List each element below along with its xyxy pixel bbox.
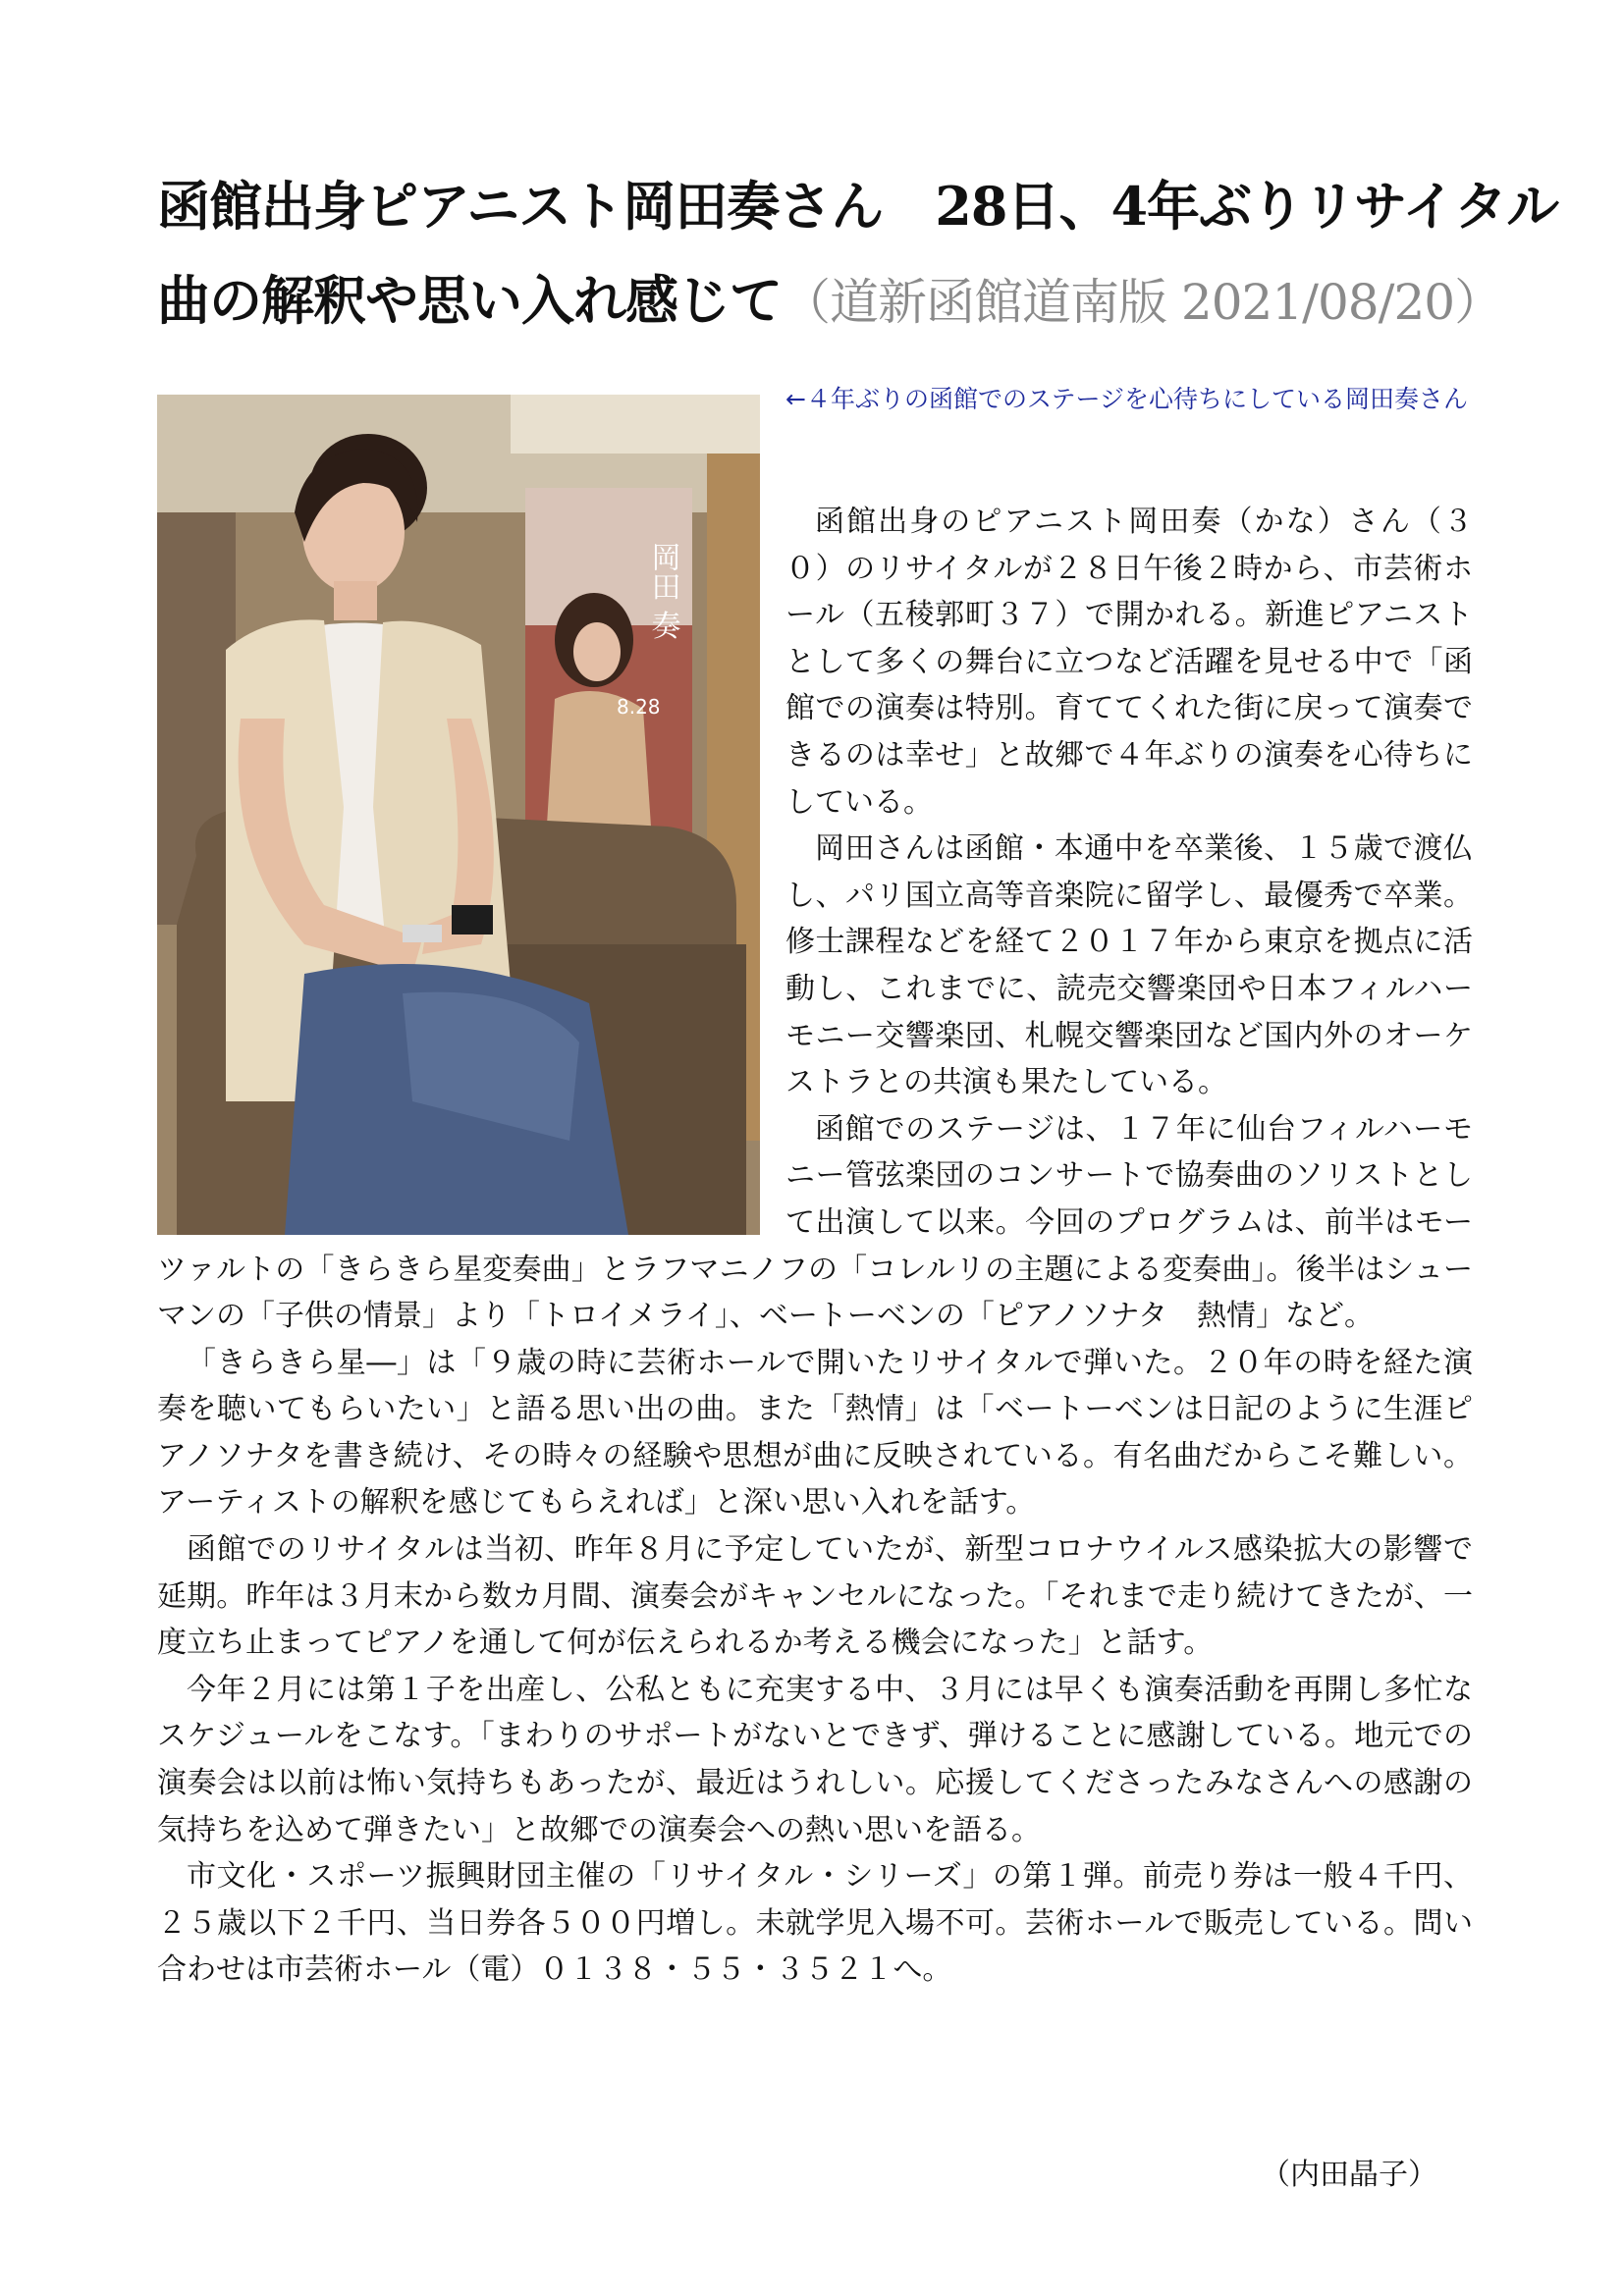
- photo-float-spacer: [157, 499, 785, 1235]
- author-signature: （内田晶子）: [1261, 2158, 1437, 2192]
- headline: [157, 159, 1559, 349]
- article-paragraph: 今年２月には第１子を出産し、公私ともに充実する中、３月には早くも演奏活動を再開し多忙なスケジュールをこなす。「まわりのサポートがないとできず、弾けることに感謝している。地元での演奏会は以前は怖い気持ちもあったが、最近はうれしい。応援してくださったみなさんへの感謝の気持ちを込めて弾きたい」と故郷での演奏会への熱い思いを語る。: [157, 1672, 1473, 1847]
- article-paragraph: 市文化・スポーツ振興財団主催の「リサイタル・シリーズ」の第１弾。前売り券は一般４千円、２５歳以下２千円、当日券各５００円増し。未就学児入場不可。芸術ホールで販売している。問い合わせは市芸術ホール（電）０１３８・５５・３５２１へ。: [157, 1859, 1473, 1988]
- article-paragraph: 函館出身のピアニスト岡田奏（かな）さん（３０）のリサイタルが２８日午後２時から、市芸術ホール（五稜郭町３７）で開かれる。新進ピアニストとして多くの舞台に立つなど活躍を見せる中で「函館での演奏は特別。育ててくれた街に戻って演奏できるのは幸せ」と故郷で４年ぶりの演奏を心待ちにしている。: [785, 505, 1473, 820]
- photo-caption: ←４年ぶりの函館でのステージを心待ちにしている岡田奏さん: [785, 385, 1468, 413]
- article-body: [157, 499, 1473, 1994]
- article-paragraph: 「きらきら星―」は「９歳の時に芸術ホールで開いたリサイタルで弾いた。２０年の時を経た演奏を聴いてもらいたい」と語る思い出の曲。また「熱情」は「ベートーベンは日記のように生涯ピアノソナタを書き続け、その時々の経験や思想が曲に反映されている。有名曲だからこそ難しい。アーティストの解釈を感じてもらえれば」と深い思い入れを話す。: [157, 1345, 1473, 1521]
- article-paragraph: 岡田さんは函館・本通中を卒業後、１５歳で渡仏し、パリ国立高等音楽院に留学し、最優秀で卒業。修士課程などを経て２０１７年から東京を拠点に活動し、これまでに、読売交響楽団や日本フィルハーモニー交響楽団、札幌交響楽団など国内外のオーケストラとの共演も果たしている。: [785, 831, 1473, 1100]
- article-paragraph: 函館でのリサイタルは当初、昨年８月に予定していたが、新型コロナウイルス感染拡大の影響で延期。昨年は３月末から数カ月間、演奏会がキャンセルになった。「それまで走り続けてきたが、一度立ち止まってピアノを通して何が伝えられるか考える機会になった」と話す。: [157, 1532, 1473, 1661]
- poster-title: 岡田 奏: [645, 542, 680, 640]
- headline-source: （道新函館道南版 2021/08/20）: [782, 274, 1503, 331]
- headline-line-2: [157, 253, 1512, 349]
- poster-date: 8.28: [617, 695, 661, 719]
- headline-subtitle: 曲の解釈や思い入れ感じて: [157, 269, 782, 332]
- headline-line-1: 函館出身ピアニスト岡田奏さん 28日、4年ぶりリサイタル: [157, 175, 1559, 238]
- article-paragraph: 函館でのステージは、１７年に仙台フィルハーモニー管弦楽団のコンサートで協奏曲のソリストとして出演して以来。今回のプログラムは、前半はモーツァルトの「きらきら星変奏曲」とラフマニノフの「コレルリの主題による変奏曲」。後半はシューマンの「子供の情景」より「トロイメライ」、ベートーベンの「ピアノソナタ 熱情」など。: [157, 1111, 1473, 1334]
